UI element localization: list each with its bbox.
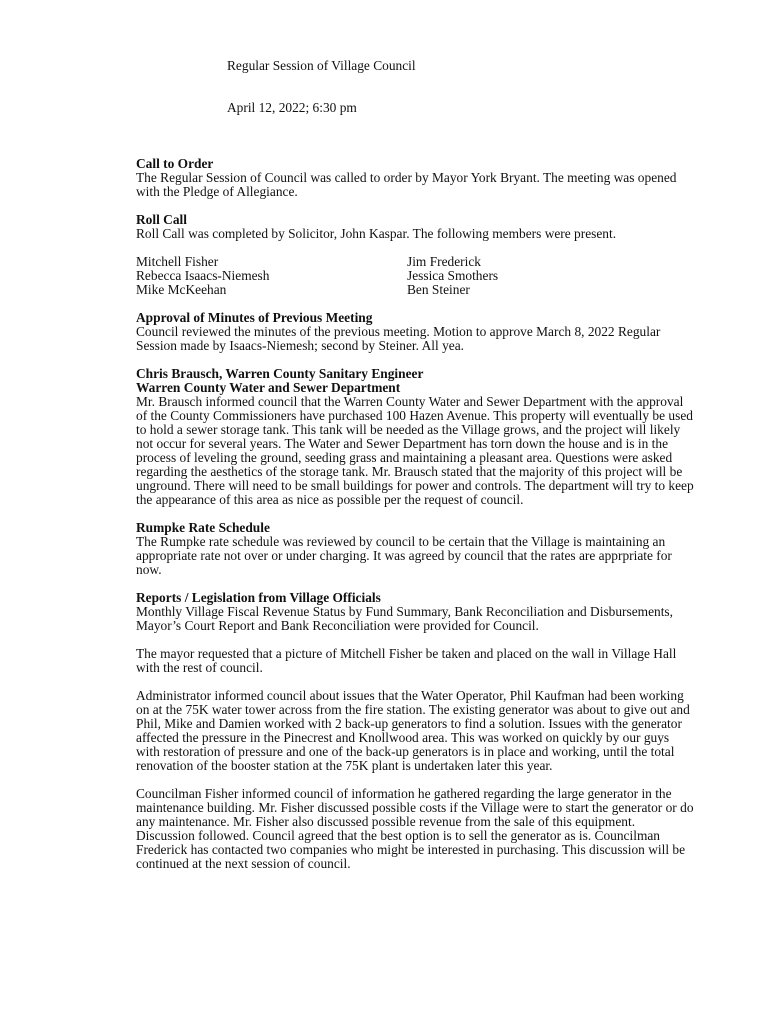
meeting-date: April 12, 2022; 6:30 pm [227,100,357,115]
member-name: Rebecca Isaacs-Niemesh [136,268,270,283]
reports-paragraph: Monthly Village Fiscal Revenue Status by Fund Summary, Bank Reconciliation and Disbursements, Mayor’s Court Report and Bank Reconciliation were provided for Council. [136,604,673,633]
reports-paragraph: Councilman Fisher informed council of information he gathered regarding the large generator in the maintenance building. Mr. Fisher discussed possible costs if the Village were to start the generator or do any maintenance. Mr. Fisher also discussed possible revenue from the sale of this equipment. Discussion followed. Council agreed that the best option is to sell the generator as is. Councilman Frederick has contacted two companies who might be interested in purchasing. This discussion will be continued at the next session of council. [136,786,694,871]
department-heading: Warren County Water and Sewer Department [136,380,401,395]
member-name: Jessica Smothers [407,268,499,283]
reports-heading: Reports / Legislation from Village Officials [136,590,381,605]
minutes-text: Council reviewed the minutes of the previous meeting. Motion to approve March 8, 2022 Regular Session made by Isaacs-Niemesh; second by Steiner. All yea. [136,324,661,353]
reports-paragraph: The mayor requested that a picture of Mitchell Fisher be taken and placed on the wall in Village Hall with the rest of council. [136,646,677,675]
rumpke-heading: Rumpke Rate Schedule [136,520,270,535]
call-to-order-section [136,157,696,199]
member-name: Mike McKeehan [136,282,227,297]
members-present-list [136,255,696,297]
rumpke-section [136,521,696,577]
reports-section [136,591,696,871]
minutes-approval-section [136,311,696,353]
brausch-text: Mr. Brausch informed council that the Warren County Water and Sewer Department with the approval of the County Commissioners have purchased 100 Hazen Avenue. This property will eventually be used to hold a sewer storage tank. This tank will be needed as the Village grows, and the project will likely not occur for several years. The Water and Sewer Department has torn down the house and is in the process of leveling the ground, seeding grass and maintaining a pleasant area. Questions were asked regarding the aesthetics of the storage tank. Mr. Brausch stated that the majority of this project will be unground. There will need to be small buildings for power and controls. The department will try to keep the appearance of this area as nice as possible per the request of council. [136,394,694,507]
document-body [136,157,696,885]
roll-call-section [136,213,696,297]
member-name: Jim Frederick [407,254,482,269]
call-to-order-heading: Call to Order [136,156,214,171]
brausch-heading: Chris Brausch, Warren County Sanitary Engineer [136,366,424,381]
call-to-order-text: The Regular Session of Council was called to order by Mayor York Bryant. The meeting was opened with the Pledge of Allegiance. [136,170,677,199]
brausch-section [136,367,696,507]
rumpke-text: The Rumpke rate schedule was reviewed by council to be certain that the Village is maintaining an appropriate rate not over or under charging. It was agreed by council that the rates are apprpriate for now. [136,534,672,577]
document-title: Regular Session of Village Council [227,58,416,73]
roll-call-text: Roll Call was completed by Solicitor, John Kaspar. The following members were present. [136,226,617,241]
roll-call-heading: Roll Call [136,212,187,227]
member-name: Mitchell Fisher [136,254,219,269]
member-name: Ben Steiner [407,282,470,297]
reports-paragraph: Administrator informed council about issues that the Water Operator, Phil Kaufman had been working on at the 75K water tower across from the fire station. The existing generator was about to give out and Phil, Mike and Damien worked with 2 back-up generators to find a solution. Issues with the generator affected the pressure in the Pinecrest and Knollwood area. This was worked on quickly by our guys with restoration of pressure and one of the back-up generators is in place and working, until the total renovation of the booster station at the 75K plant is undertaken later this year. [136,688,690,773]
minutes-heading: Approval of Minutes of Previous Meeting [136,310,373,325]
